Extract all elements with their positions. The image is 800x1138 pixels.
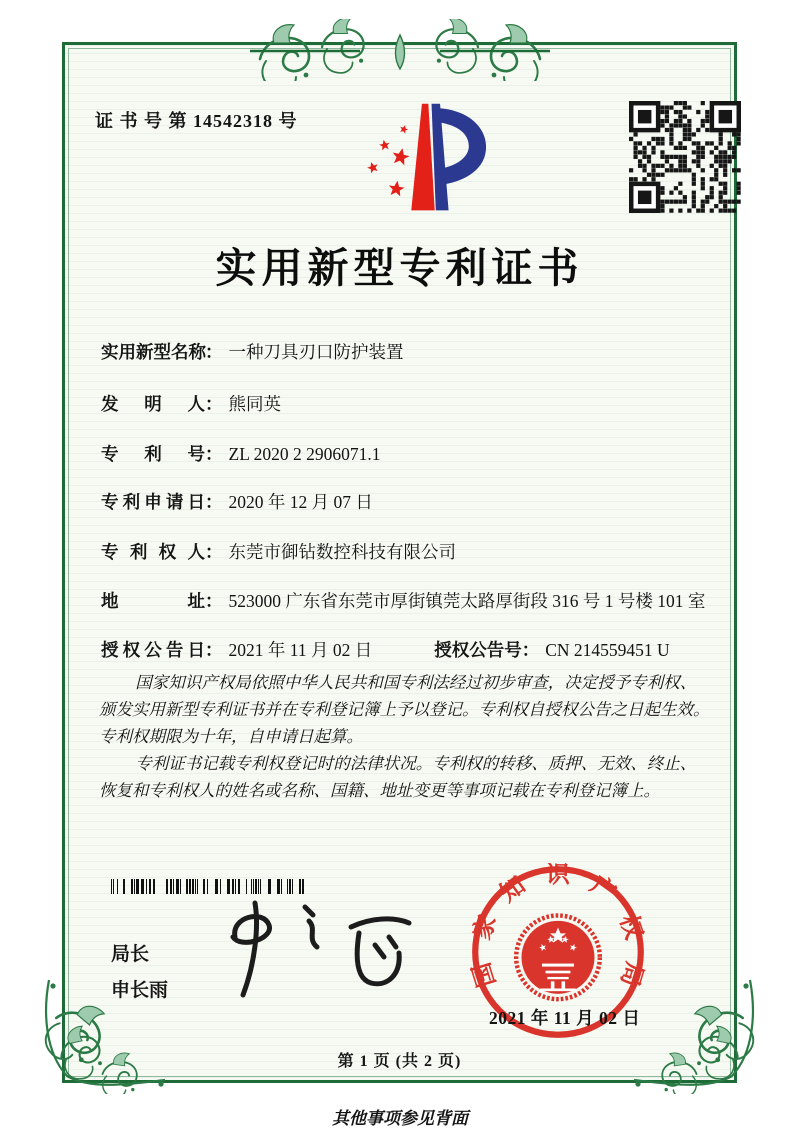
field-colon: ： (205, 492, 223, 512)
field-row-patent-no (101, 441, 380, 467)
legal-text-block (99, 669, 711, 804)
signature-icon (205, 891, 435, 1011)
field-row-name (101, 339, 404, 365)
legal-paragraph: 专利证书记载专利权登记时的法律状况。专利权的转移、质押、无效、终止、恢复和专利权人的姓名或名称、国籍、地址变更等事项记载在专利登记簿上。 (99, 754, 697, 800)
field-value: 一种刀具刃口防护装置 (228, 342, 404, 362)
field-row-address (101, 588, 731, 614)
field-label: 发明人 (101, 394, 205, 414)
field-colon: ： (521, 640, 540, 660)
field-colon: ： (205, 342, 223, 362)
field-label: 专利申请日 (101, 492, 205, 512)
field-colon: ： (205, 640, 223, 660)
back-note: 其他事项参见背面 (332, 1109, 468, 1128)
signer-title: 局长 (111, 944, 150, 965)
field-label: 专利号 (101, 444, 205, 464)
field-value: 东莞市御钻数控科技有限公司 (228, 542, 456, 562)
field-colon: ： (205, 444, 223, 464)
field-colon: ： (205, 394, 223, 414)
green-flourish-corner-icon (628, 972, 760, 1094)
national-emblem-icon (516, 916, 600, 1000)
certificate-frame (62, 42, 737, 1083)
qr-code (629, 101, 741, 213)
field-value: 2020 年 12 月 07 日 (228, 492, 373, 512)
green-flourish-top-icon (245, 19, 555, 81)
field-label: 地址 (101, 591, 205, 611)
field-value: ZL 2020 2 2906071.1 (228, 444, 381, 464)
seal-date: 2021 年 11 月 02 日 (489, 1008, 641, 1028)
field-value: CN 214559451 U (545, 640, 670, 660)
signer-name: 申长雨 (111, 980, 169, 1001)
field-value: 2021 年 11 月 02 日 (228, 640, 373, 660)
seal-ring-text: 国家知识产权局 (469, 863, 647, 990)
field-label: 授权公告日 (101, 640, 205, 660)
cnipa-logo-icon (339, 91, 507, 221)
field-label: 授权公告号 (434, 640, 522, 660)
certificate-title: 实用新型专利证书 (215, 245, 584, 291)
field-value: 熊同英 (228, 394, 281, 414)
field-colon: ： (205, 591, 223, 611)
page-number: 第 1 页 (共 2 页) (337, 1053, 462, 1070)
field-row-inventor (101, 391, 281, 417)
certificate-number: 证 书 号 第 14542318 号 (95, 111, 298, 131)
field-row-filing-date (101, 489, 373, 515)
legal-paragraph: 国家知识产权局依照中华人民共和国专利法经过初步审查，决定授予专利权、颁发实用新型专利证书并在专利登记簿上予以登记。专利权自授权公告之日起生效。专利权期限为十年，自申请日起算。 (99, 673, 710, 746)
field-label: 实用新型名称 (101, 342, 206, 362)
field-colon: ： (205, 542, 223, 562)
field-row-grant (101, 637, 670, 663)
field-row-patentee (101, 539, 456, 565)
field-value: 523000 广东省东莞市厚街镇莞太路厚街段 316 号 1 号楼 101 室 (228, 591, 706, 611)
field-label: 专利权人 (101, 542, 205, 562)
